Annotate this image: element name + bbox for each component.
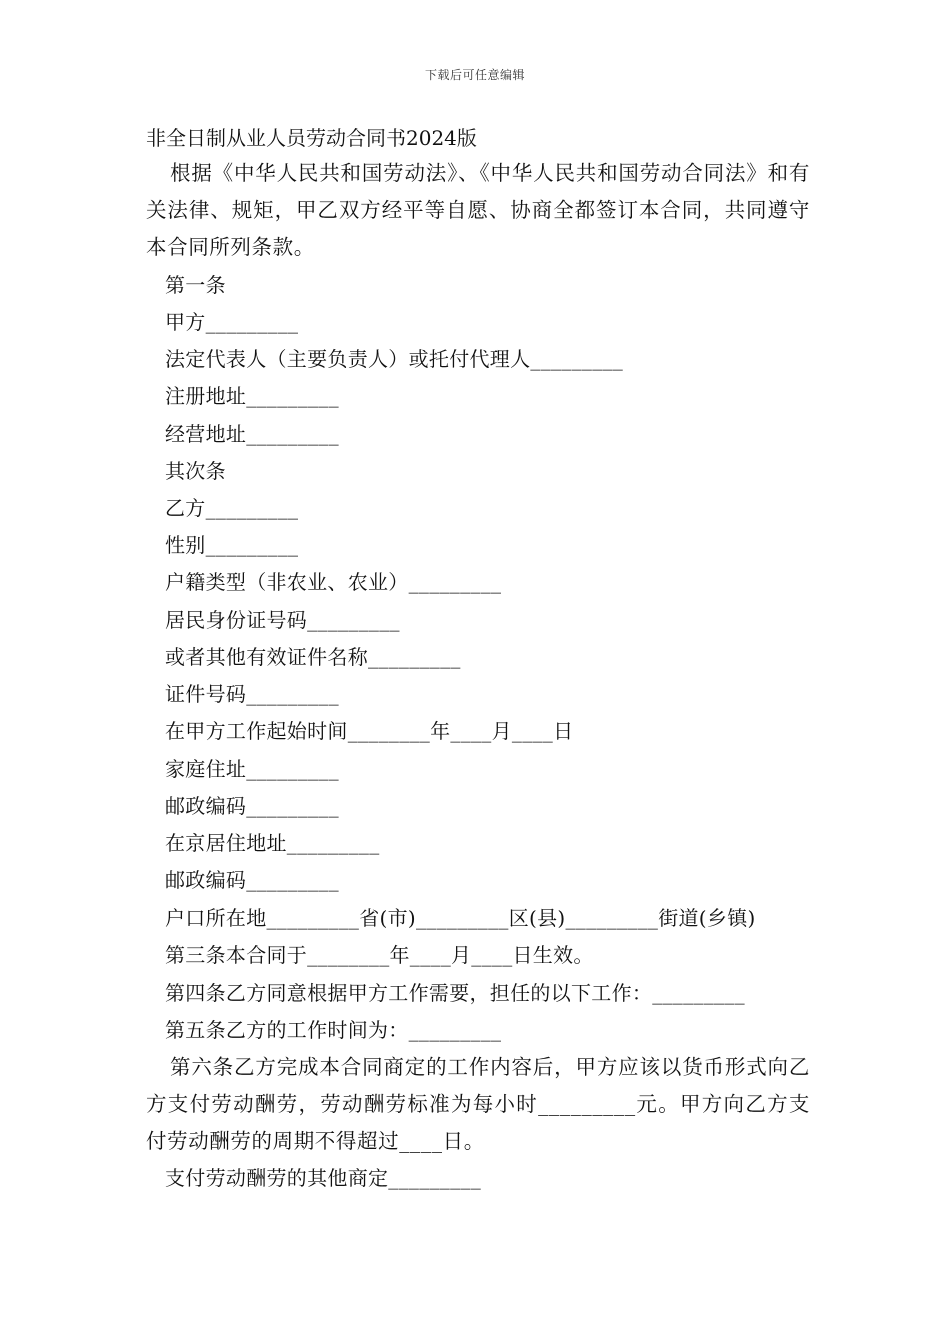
id-number-field: 证件号码_________ [165, 682, 339, 706]
article-6-paragraph: 第六条乙方完成本合同商定的工作内容后，甲方应该以货币形式向乙方支付劳动酬劳，劳动酬劳标准为每小时_________元。甲方向乙方支付劳动酬劳的周期不得超过____日。 [146, 1055, 810, 1153]
id-card-number-field: 居民身份证号码_________ [165, 608, 400, 632]
document-title: 非全日制从业人员劳动合同书2024版 [146, 126, 477, 150]
article-2-heading: 其次条 [165, 459, 226, 483]
postal-code-field-2: 邮政编码_________ [165, 868, 339, 892]
start-date-field: 在甲方工作起始时间________年____月____日 [165, 719, 574, 743]
other-id-name-field: 或者其他有效证件名称_________ [165, 645, 461, 669]
other-payment-terms-field: 支付劳动酬劳的其他商定_________ [165, 1166, 481, 1190]
registered-address-field: 注册地址_________ [165, 384, 339, 408]
home-address-field: 家庭住址_________ [165, 757, 339, 781]
beijing-address-field: 在京居住地址_________ [165, 831, 380, 855]
household-type-field: 户籍类型（非农业、农业）_________ [165, 570, 502, 594]
article-1-heading: 第一条 [165, 273, 226, 297]
legal-representative-field: 法定代表人（主要负责人）或托付代理人_________ [165, 347, 624, 371]
gender-field: 性别_________ [165, 533, 299, 557]
article-5-work-hours: 第五条乙方的工作时间为：_________ [165, 1018, 502, 1042]
page-header-note: 下载后可任意编辑 [424, 68, 525, 82]
household-location-field: 户口所在地_________省(市)_________区(县)_________街道(乡镇) [165, 906, 756, 930]
party-a-field: 甲方_________ [165, 310, 299, 334]
postal-code-field: 邮政编码_________ [165, 794, 339, 818]
article-3-effective-date: 第三条本合同于________年____月____日生效。 [165, 943, 594, 967]
business-address-field: 经营地址_________ [165, 422, 339, 446]
article-4-work-duties: 第四条乙方同意根据甲方工作需要，担任的以下工作：_________ [165, 981, 745, 1005]
party-b-field: 乙方_________ [165, 496, 299, 520]
intro-paragraph: 根据《中华人民共和国劳动法》、《中华人民共和国劳动合同法》和有关法律、规矩，甲乙双方经平等自愿、协商全都签订本合同，共同遵守本合同所列条款。 [146, 161, 810, 259]
